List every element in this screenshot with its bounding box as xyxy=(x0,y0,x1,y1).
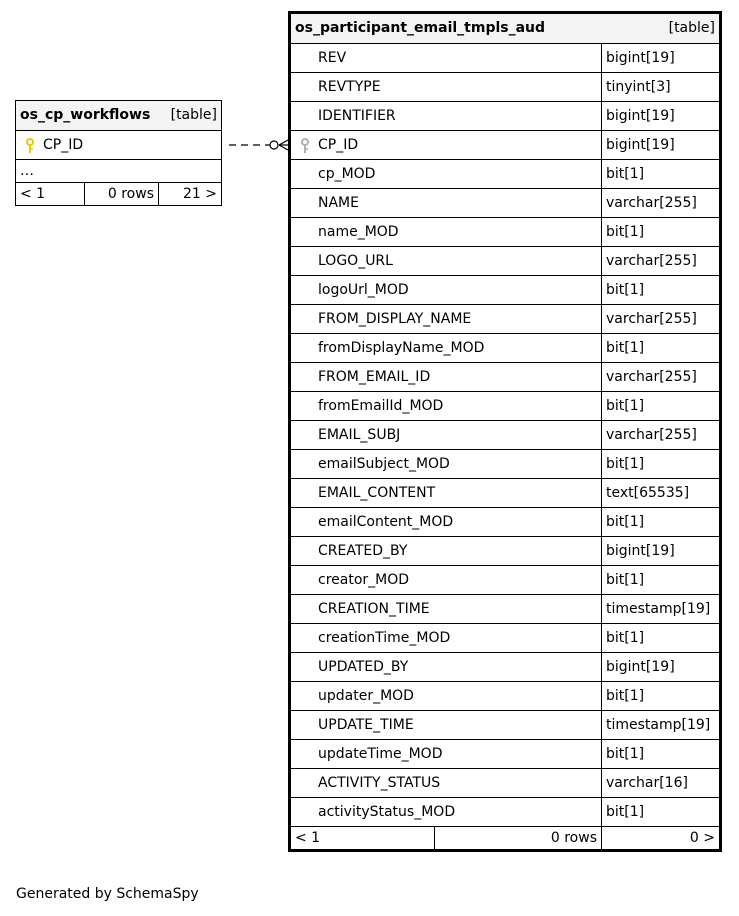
column-name[interactable]: EMAIL_SUBJ xyxy=(318,427,401,443)
table-name[interactable]: os_cp_workflows xyxy=(20,107,151,123)
relationship-crowfoot-upper xyxy=(279,140,288,145)
column-name[interactable]: creationTime_MOD xyxy=(318,630,451,646)
column-type: varchar[255] xyxy=(602,363,721,392)
table-header xyxy=(290,13,721,44)
column-row xyxy=(290,682,721,711)
column-row xyxy=(16,131,222,160)
column-type: bit[1] xyxy=(602,682,721,711)
column-type: bit[1] xyxy=(602,276,721,305)
column-type: bigint[19] xyxy=(602,131,721,160)
column-type: bit[1] xyxy=(602,160,721,189)
foreign-key-icon xyxy=(300,138,310,154)
column-type: bit[1] xyxy=(602,392,721,421)
children-count[interactable]: 0 > xyxy=(602,827,721,851)
column-name[interactable]: IDENTIFIER xyxy=(318,108,396,124)
column-type: bit[1] xyxy=(602,740,721,769)
column-type: varchar[255] xyxy=(602,421,721,450)
column-name[interactable]: fromEmailId_MOD xyxy=(318,398,444,414)
column-name[interactable]: CREATED_BY xyxy=(318,543,408,559)
column-name[interactable]: fromDisplayName_MOD xyxy=(318,340,485,356)
column-name[interactable]: REVTYPE xyxy=(318,79,381,95)
table-footer xyxy=(16,183,222,206)
parents-count[interactable]: < 1 xyxy=(290,827,435,851)
column-row xyxy=(290,131,721,160)
column-name[interactable]: ACTIVITY_STATUS xyxy=(318,775,441,791)
table-name[interactable]: os_participant_email_tmpls_aud xyxy=(295,20,546,36)
column-row xyxy=(290,740,721,769)
column-name[interactable]: LOGO_URL xyxy=(318,253,393,269)
column-row xyxy=(290,276,721,305)
column-name[interactable]: FROM_DISPLAY_NAME xyxy=(318,311,472,327)
column-type: tinyint[3] xyxy=(602,73,721,102)
column-name[interactable]: UPDATED_BY xyxy=(318,659,409,675)
column-type: varchar[255] xyxy=(602,189,721,218)
column-row xyxy=(290,769,721,798)
column-type: varchar[255] xyxy=(602,305,721,334)
column-type: varchar[16] xyxy=(602,769,721,798)
column-name[interactable]: cp_MOD xyxy=(318,166,376,182)
column-name[interactable]: CREATION_TIME xyxy=(318,601,430,617)
column-type: bit[1] xyxy=(602,798,721,827)
column-row xyxy=(290,73,721,102)
column-row xyxy=(290,392,721,421)
column-type: bigint[19] xyxy=(602,44,721,73)
column-row xyxy=(290,44,721,73)
table-header xyxy=(16,101,222,131)
row-count: 0 rows xyxy=(435,827,602,851)
column-type: bit[1] xyxy=(602,624,721,653)
primary-key-icon xyxy=(25,138,35,154)
column-type: bit[1] xyxy=(602,508,721,537)
column-type: text[65535] xyxy=(602,479,721,508)
ellipsis: … xyxy=(16,160,222,183)
column-name[interactable]: CP_ID xyxy=(318,137,359,153)
column-list xyxy=(290,44,721,827)
column-type: timestamp[19] xyxy=(602,711,721,740)
column-name[interactable]: updateTime_MOD xyxy=(318,746,443,762)
column-row xyxy=(290,421,721,450)
relationship-optional-circle xyxy=(270,141,278,149)
column-name[interactable]: NAME xyxy=(318,195,359,211)
column-name[interactable]: REV xyxy=(318,50,347,66)
children-count[interactable]: 21 > xyxy=(159,183,222,206)
column-type: timestamp[19] xyxy=(602,595,721,624)
row-count: 0 rows xyxy=(85,183,159,206)
column-name[interactable]: updater_MOD xyxy=(318,688,414,704)
column-type: bit[1] xyxy=(602,566,721,595)
column-row xyxy=(290,479,721,508)
table-footer xyxy=(290,827,721,851)
column-row xyxy=(290,508,721,537)
table-os-participant-email-tmpls-aud[interactable] xyxy=(288,11,722,852)
column-row xyxy=(290,305,721,334)
table-os-cp-workflows[interactable] xyxy=(15,100,222,206)
column-row xyxy=(290,247,721,276)
column-row xyxy=(290,363,721,392)
column-row xyxy=(290,566,721,595)
column-row xyxy=(290,160,721,189)
column-name[interactable]: logoUrl_MOD xyxy=(318,282,409,298)
column-name[interactable]: EMAIL_CONTENT xyxy=(318,485,436,501)
more-columns-row xyxy=(16,160,222,183)
generated-by-footer: Generated by SchemaSpy xyxy=(16,886,199,902)
column-name[interactable]: FROM_EMAIL_ID xyxy=(318,369,431,385)
column-row xyxy=(290,537,721,566)
column-name[interactable]: name_MOD xyxy=(318,224,399,240)
column-name[interactable]: emailSubject_MOD xyxy=(318,456,450,472)
column-type: bigint[19] xyxy=(602,102,721,131)
column-type: bit[1] xyxy=(602,450,721,479)
column-type: bigint[19] xyxy=(602,653,721,682)
column-row xyxy=(290,450,721,479)
column-name[interactable]: activityStatus_MOD xyxy=(318,804,456,820)
relationship-crowfoot-lower xyxy=(279,145,288,150)
column-row xyxy=(290,218,721,247)
column-row xyxy=(290,334,721,363)
column-type: bigint[19] xyxy=(602,537,721,566)
column-type: bit[1] xyxy=(602,334,721,363)
column-row xyxy=(290,711,721,740)
column-row xyxy=(290,102,721,131)
column-name[interactable]: UPDATE_TIME xyxy=(318,717,414,733)
column-row xyxy=(290,189,721,218)
column-row xyxy=(290,653,721,682)
column-row xyxy=(290,624,721,653)
column-name[interactable]: emailContent_MOD xyxy=(318,514,454,530)
column-row xyxy=(290,595,721,624)
column-type: varchar[255] xyxy=(602,247,721,276)
column-row xyxy=(290,798,721,827)
column-name[interactable]: creator_MOD xyxy=(318,572,410,588)
table-kind: [table] xyxy=(170,107,217,123)
column-name[interactable]: CP_ID xyxy=(43,137,84,153)
table-kind: [table] xyxy=(668,20,715,36)
column-type: bit[1] xyxy=(602,218,721,247)
parents-count[interactable]: < 1 xyxy=(16,183,85,206)
